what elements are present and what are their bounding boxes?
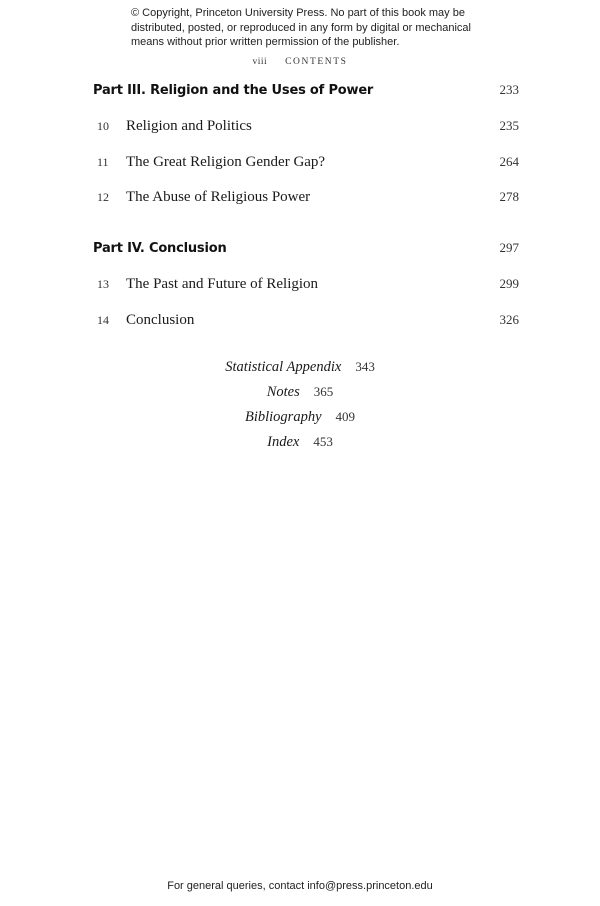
page-number: 233 [499,82,519,97]
page-number: 235 [499,118,519,133]
toc-chapter-entry[interactable] [93,276,519,298]
chapter-number: 11 [97,155,109,169]
copyright-line: means without prior written permission of the publisher. [131,36,400,48]
back-matter-entry[interactable] [0,384,600,406]
chapter-title: The Past and Future of Religion [126,276,319,292]
running-title: CONTENTS [285,57,348,67]
toc-chapter-entry[interactable] [93,312,519,334]
copyright-notice [131,6,491,50]
chapter-number: 10 [97,119,109,133]
part-title: Part III. Religion and the Uses of Power [93,83,374,98]
copyright-line: © Copyright, Princeton University Press. No part of this book may be [131,7,465,19]
back-matter-entry[interactable] [0,434,600,456]
header-page-number: viii [252,57,268,67]
back-matter-title: Index [267,434,300,450]
chapter-number: 14 [97,313,109,327]
chapter-title: The Abuse of Religious Power [126,189,311,205]
page-number: 264 [499,154,519,169]
toc-chapter-entry[interactable] [93,189,519,211]
chapter-title: Conclusion [126,312,195,328]
page-number: 409 [335,409,356,424]
running-head [0,57,600,67]
back-matter-title: Statistical Appendix [225,359,342,375]
toc-part-heading[interactable] [93,82,519,104]
back-matter-title: Notes [266,384,300,400]
chapter-title: Religion and Politics [126,118,252,134]
page-number: 297 [499,240,519,255]
chapter-number: 12 [97,190,109,204]
page-number: 278 [499,189,519,204]
back-matter-entry[interactable] [0,409,600,431]
toc-chapter-entry[interactable] [93,118,519,140]
page-number: 365 [313,384,334,399]
chapter-title: The Great Religion Gender Gap? [126,154,326,170]
page-number: 343 [355,359,375,374]
chapter-number: 13 [97,277,109,291]
back-matter-title: Bibliography [244,409,322,425]
page-number: 453 [313,434,333,449]
back-matter-entry[interactable] [0,359,600,381]
page-number: 299 [499,276,519,291]
copyright-line: distributed, posted, or reproduced in any form by digital or mechanical [131,21,471,34]
toc-chapter-entry[interactable] [93,154,519,176]
part-title: Part IV. Conclusion [93,241,227,256]
page-number: 326 [499,312,519,327]
toc-part-heading[interactable] [93,240,519,262]
footer-contact: For general queries, contact info@press.princeton.edu [167,880,433,892]
